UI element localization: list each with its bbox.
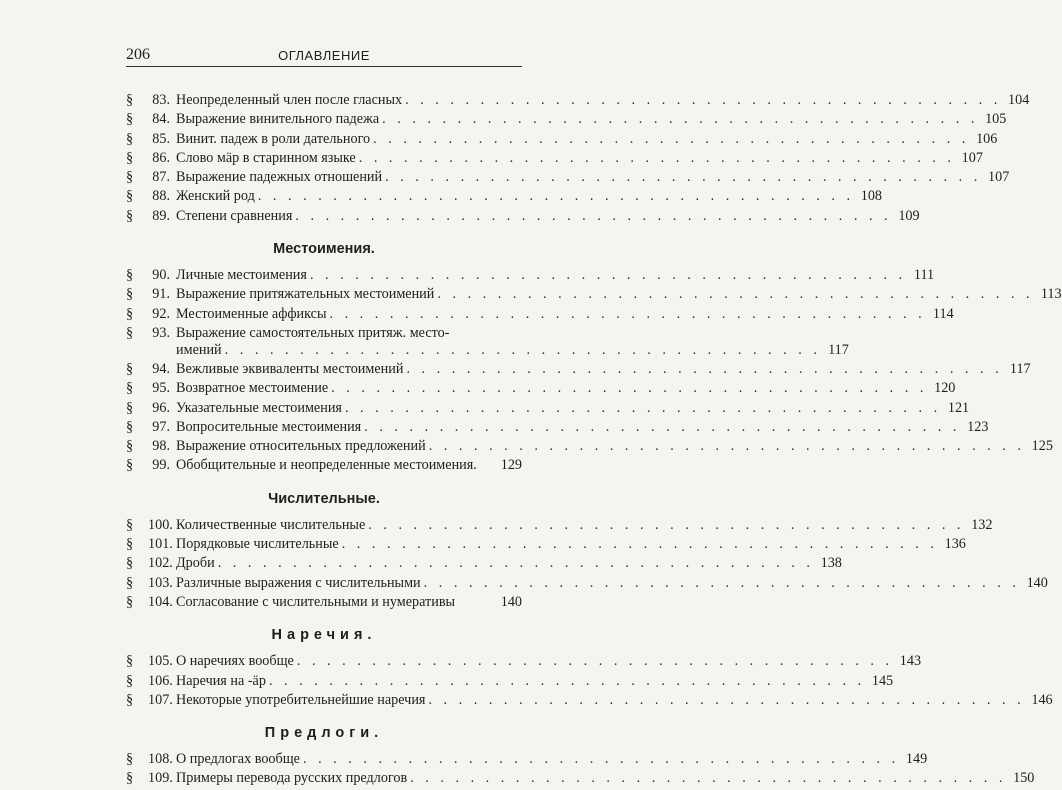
- entry-title: Указательные местоимения: [176, 399, 342, 416]
- entry-number: 84.: [152, 111, 170, 128]
- toc-entry-89: [126, 207, 920, 227]
- entry-number: 98.: [152, 438, 170, 455]
- toc-entry-83: [126, 92, 1030, 111]
- entry-page: 140: [500, 593, 522, 610]
- entry-page: 149: [905, 751, 928, 768]
- section-sign: §: [126, 516, 134, 533]
- entry-number: 96.: [152, 399, 170, 416]
- section-sign: §: [126, 574, 134, 591]
- toc-entry-94: [126, 360, 1031, 380]
- section-sign: §: [126, 691, 134, 708]
- entry-title: Вопросительные местоимения: [176, 418, 362, 435]
- entry-page: 104: [1008, 92, 1030, 108]
- entry-page: 107: [988, 169, 1010, 186]
- entry-title: Местоименные аффиксы: [176, 305, 327, 322]
- entry-title: Выражение винительного падежа: [176, 111, 380, 128]
- section-heading-numerals: Числительные.: [268, 490, 380, 507]
- entry-number: 90.: [152, 267, 170, 284]
- page-number: 206: [126, 46, 150, 63]
- dot-leader: . . . . . . . . . . . . . . . . . . . . . . . . . . . . . . . . . . . . . . . .: [302, 751, 900, 768]
- section-sign: §: [126, 399, 134, 416]
- toc-entry-93: [126, 324, 849, 361]
- toc-group: [126, 725, 1035, 790]
- section-sign: §: [126, 130, 134, 147]
- toc-entry-107: [126, 691, 1053, 711]
- dot-leader: . . . . . . . . . . . . . . . . . . . . . . . . . . . . . . . . . . . . . . . .: [331, 380, 928, 397]
- dot-leader: . . . . . . . . . . . . . . . . . . . . . . . . . . . . . . . . . . . . . . . .: [410, 770, 1007, 787]
- entry-page: 114: [932, 305, 954, 322]
- entry-number: 106.: [148, 672, 173, 689]
- toc-entry-85: [126, 130, 998, 150]
- toc-group: [126, 92, 1030, 227]
- entry-title: Обобщительные и неопределенные местоимения.: [176, 457, 477, 474]
- entry-number: 83.: [152, 92, 170, 108]
- section-sign: §: [126, 418, 134, 435]
- dot-leader: . . . . . . . . . . . . . . . . . . . . . . . . . . . . . . . . . . . . . . . .: [224, 341, 821, 358]
- entry-page: 120: [934, 380, 956, 397]
- entry-title: Неопределенный член после гласных: [176, 92, 403, 108]
- toc-entry-91: [126, 286, 1062, 305]
- dot-leader: . . . . . . . . . . . . . . . . . . . . . . . . . . . . . . . . . . . . . . . .: [406, 360, 1003, 377]
- entry-continuation: [176, 342, 849, 359]
- entry-body: [176, 325, 849, 359]
- dot-leader: . . . . . . . . . . . . . . . . . . . . . . . . . . . . . . . . . . . . . . . .: [217, 555, 814, 572]
- entry-title: О предлогах вообще: [176, 751, 300, 768]
- table-of-contents: [126, 92, 1062, 790]
- entry-title: Наречия на -äр: [176, 672, 266, 689]
- entry-title: Некоторые употребительнейшие наречия: [176, 691, 426, 708]
- entry-number: 95.: [152, 380, 170, 397]
- entry-title: Количественные числительные: [176, 516, 366, 533]
- entry-page: 136: [944, 536, 966, 553]
- dot-leader: . . . . . . . . . . . . . . . . . . . . . . . . . . . . . . . . . . . . . . . .: [428, 691, 1025, 708]
- toc-entry-92: [126, 305, 954, 325]
- entry-title: Винит. падеж в роли дательного: [176, 130, 371, 147]
- toc-entry-90: [126, 267, 935, 286]
- dot-leader: . . . . . . . . . . . . . . . . . . . . . . . . . . . . . . . . . . . . . . . .: [437, 286, 1034, 303]
- page-title: ОГЛАВЛЕНИЕ: [278, 48, 370, 63]
- section-heading-prepositions: Предлоги.: [264, 725, 384, 742]
- section-sign: §: [126, 751, 134, 768]
- section-sign: §: [126, 169, 134, 186]
- entry-number: 87.: [152, 169, 170, 186]
- entry-title: Примеры перевода русских предлогов: [176, 770, 408, 787]
- entry-number: 94.: [152, 360, 170, 377]
- toc-entry-109: [126, 770, 1035, 789]
- section-heading-pronouns: Местоимения.: [273, 241, 375, 258]
- section-sign: §: [126, 380, 134, 397]
- entry-title: Возвратное местоимение: [176, 380, 329, 397]
- dot-leader: . . . . . . . . . . . . . . . . . . . . . . . . . . . . . . . . . . . . . . . .: [428, 438, 1025, 455]
- entry-title: Выражение падежных отношений: [176, 169, 383, 186]
- entry-page: 123: [967, 418, 989, 435]
- entry-page: 109: [898, 207, 920, 224]
- entry-number: 109.: [148, 770, 173, 787]
- entry-page: 125: [1031, 438, 1053, 455]
- entry-title: Женский род: [176, 188, 255, 205]
- entry-page: 117: [1009, 360, 1031, 377]
- entry-title: Слово мäр в старинном языке: [176, 149, 356, 166]
- section-sign: §: [126, 536, 134, 553]
- dot-leader: . . . . . . . . . . . . . . . . . . . . . . . . . . . . . . . . . . . . . . . .: [295, 207, 892, 224]
- section-sign: §: [126, 438, 134, 455]
- section-sign: §: [126, 92, 134, 108]
- dot-leader: . . . . . . . . . . . . . . . . . . . . . . . . . . . . . . . . . . . . . . . .: [268, 672, 866, 689]
- dot-leader: . . . . . . . . . . . . . . . . . . . . . . . . . . . . . . . . . . . . . . . .: [364, 418, 961, 435]
- entry-page: 105: [985, 111, 1007, 128]
- entry-number: 105.: [148, 653, 173, 670]
- toc-entry-101: [126, 536, 966, 555]
- toc-entry-106: [126, 672, 894, 692]
- entry-page: 150: [1013, 770, 1035, 787]
- entry-number: 104.: [148, 593, 173, 610]
- dot-leader: . . . . . . . . . . . . . . . . . . . . . . . . . . . . . . . . . . . . . . . .: [341, 536, 938, 553]
- entry-number: 88.: [152, 188, 170, 205]
- entry-page: 111: [913, 267, 935, 284]
- section-sign: §: [126, 324, 134, 341]
- entry-title: Различные выражения с числительными: [176, 574, 421, 591]
- entry-number: 101.: [148, 536, 173, 553]
- entry-page: 145: [871, 672, 894, 689]
- dot-leader: . . . . . . . . . . . . . . . . . . . . . . . . . . . . . . . . . . . . . . . .: [405, 92, 1002, 108]
- toc-group: [126, 627, 1053, 711]
- entry-number: 97.: [152, 418, 170, 435]
- dot-leader: . . . . . . . . . . . . . . . . . . . . . . . . . . . . . . . . . . . . . . . .: [368, 516, 965, 533]
- section-sign: §: [126, 593, 134, 610]
- entry-title: Выражение относительных предложений: [176, 438, 426, 455]
- entry-title: Степени сравнения: [176, 207, 293, 224]
- entry-title: Вежливые эквиваленты местоимений: [176, 360, 404, 377]
- dot-leader: . . . . . . . . . . . . . . . . . . . . . . . . . . . . . . . . . . . . . . . .: [329, 305, 926, 322]
- toc-entry-88: [126, 188, 883, 207]
- dot-leader: . . . . . . . . . . . . . . . . . . . . . . . . . . . . . . . . . . . . . . . .: [382, 111, 979, 128]
- toc-entry-84: [126, 111, 1007, 130]
- entry-page: 146: [1031, 691, 1053, 708]
- entry-title: Личные местоимения: [176, 267, 307, 284]
- dot-leader: . . . . . . . . . . . . . . . . . . . . . . . . . . . . . . . . . . . . . . . .: [344, 399, 942, 416]
- dot-leader: . . . . . . . . . . . . . . . . . . . . . . . . . . . . . . . . . . . . . . . .: [358, 149, 955, 166]
- section-sign: §: [126, 555, 134, 572]
- entry-title: Выражение притяжательных местоимений: [176, 286, 435, 303]
- entry-page: 108: [860, 188, 883, 205]
- entry-number: 103.: [148, 574, 173, 591]
- toc-entry-108: [126, 751, 928, 770]
- dot-leader: . . . . . . . . . . . . . . . . . . . . . . . . . . . . . . . . . . . . . . . .: [423, 574, 1020, 591]
- toc-entry-105: [126, 653, 922, 672]
- entry-number: 91.: [152, 286, 170, 303]
- entry-title: Согласование с числительными и нумеративы: [176, 593, 456, 610]
- dot-leader: . . . . . . . . . . . . . . . . . . . . . . . . . . . . . . . . . . . . . . . .: [257, 188, 855, 205]
- entry-page: 129: [500, 457, 522, 474]
- section-sign: §: [126, 149, 134, 166]
- entry-number: 99.: [152, 457, 170, 474]
- dot-leader: . . . . . . . . . . . . . . . . . . . . . . . . . . . . . . . . . . . . . . . .: [373, 130, 970, 147]
- entry-page: 140: [1026, 574, 1048, 591]
- dot-leader: . . . . . . . . . . . . . . . . . . . . . . . . . . . . . . . . . . . . . . . .: [296, 653, 894, 670]
- entry-page: 107: [961, 149, 983, 166]
- toc-entry-103: [126, 574, 1048, 594]
- section-sign: §: [126, 457, 134, 474]
- section-sign: §: [126, 188, 134, 205]
- entry-page: 121: [947, 399, 970, 416]
- toc-entry-95: [126, 380, 956, 399]
- entry-number: 107.: [148, 691, 173, 708]
- toc-entry-96: [126, 399, 970, 419]
- dot-leader: . . . . . . . . . . . . . . . . . . . . . . . . . . . . . . . . . . . . . . . .: [385, 169, 982, 186]
- toc-entry-99: [126, 457, 522, 476]
- section-sign: §: [126, 770, 134, 787]
- entry-page: 132: [971, 516, 993, 533]
- entry-page: 117: [828, 341, 849, 358]
- entry-number: 86.: [152, 149, 170, 166]
- toc-entry-102: [126, 555, 842, 574]
- entry-title: Порядковые числительные: [176, 536, 339, 553]
- section-sign: §: [126, 305, 134, 322]
- entry-page: 113: [1040, 286, 1062, 303]
- section-sign: §: [126, 267, 134, 284]
- entry-number: 92.: [152, 305, 170, 322]
- entry-number: 93.: [152, 324, 170, 341]
- entry-page: 143: [899, 653, 922, 670]
- entry-number: 102.: [148, 555, 173, 572]
- toc-entry-87: [126, 169, 1010, 188]
- entry-number: 85.: [152, 130, 170, 147]
- entry-title-continued: имений: [176, 341, 222, 358]
- page-header: [126, 44, 522, 67]
- dot-leader: . . . . . . . . . . . . . . . . . . . . . . . . . . . . . . . . . . . . . . . .: [309, 267, 907, 284]
- toc-group: [126, 241, 1062, 477]
- section-sign: §: [126, 207, 134, 224]
- toc-entry-97: [126, 418, 989, 438]
- section-sign: §: [126, 653, 134, 670]
- section-sign: §: [126, 360, 134, 377]
- entry-number: 108.: [148, 751, 173, 768]
- section-sign: §: [126, 286, 134, 303]
- toc-entry-86: [126, 149, 983, 169]
- entry-title: О наречиях вообще: [176, 653, 294, 670]
- entry-page: 138: [820, 555, 842, 572]
- toc-group: [126, 490, 1048, 613]
- toc-entry-104: [126, 594, 522, 613]
- toc-entry-98: [126, 438, 1053, 457]
- entry-page: 106: [976, 130, 998, 147]
- toc-entry-100: [126, 516, 993, 536]
- entry-title: Выражение самостоятельных притяж. место-: [176, 324, 450, 341]
- entry-number: 89.: [152, 207, 170, 224]
- section-heading-adverbs: Наречия.: [271, 627, 377, 644]
- section-sign: §: [126, 672, 134, 689]
- entry-number: 100.: [148, 516, 173, 533]
- section-sign: §: [126, 111, 134, 128]
- entry-title: Дроби: [176, 555, 215, 572]
